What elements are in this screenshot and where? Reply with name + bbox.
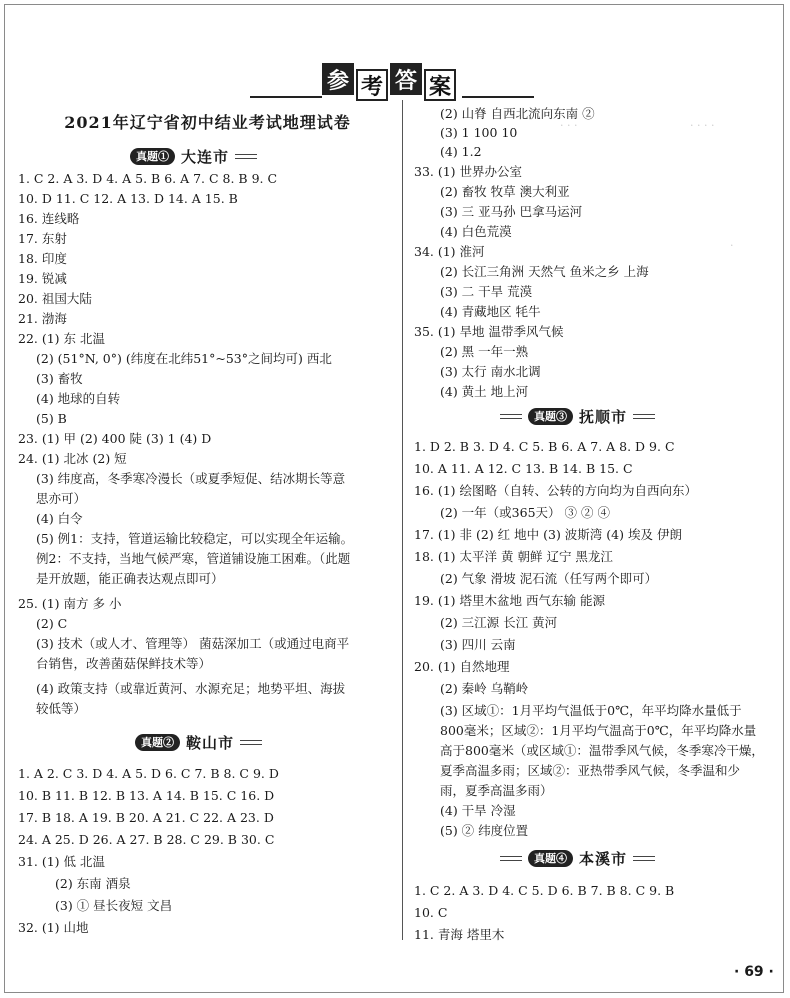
answer-line: (2) 东南 酒泉 bbox=[55, 876, 131, 891]
answer-line: 19. 锐减 bbox=[18, 271, 67, 286]
answer-line: 夏季高温多雨；区域②：亚热带季风气候，冬季温和少 bbox=[440, 763, 741, 778]
answer-line: 24. (1) 北冰 (2) 短 bbox=[18, 451, 127, 466]
answer-line: (5) 例1：支持，管道运输比较稳定，可以实现全年运输。 bbox=[36, 531, 354, 546]
banner-char: 案 bbox=[424, 69, 456, 101]
answer-line: (2) 畜牧 牧草 澳大利亚 bbox=[440, 184, 570, 199]
section-city: 大连市 bbox=[181, 147, 230, 166]
answer-line: 24. A 25. D 26. A 27. B 28. C 29. B 30. C bbox=[18, 832, 275, 847]
answer-line: 例2：不支持，当地气候严寒，管道铺设施工困难。（此题 bbox=[36, 551, 351, 566]
answer-line: 11. 青海 塔里木 bbox=[414, 927, 505, 942]
section-header-benxi bbox=[500, 848, 655, 868]
answer-line: (3) 1 100 10 bbox=[440, 125, 518, 140]
banner-char: 参 bbox=[322, 63, 354, 95]
answer-line: 思亦可） bbox=[36, 491, 87, 506]
answer-line: (2) 气象 滑坡 泥石流（任写两个即可） bbox=[440, 571, 658, 586]
answer-line: 10. D 11. C 12. A 13. D 14. A 15. B bbox=[18, 191, 238, 206]
answer-line: 台销售，改善菌菇保鲜技术等） bbox=[36, 656, 212, 671]
banner-rule-right bbox=[462, 96, 534, 98]
answer-line: (3) 二 干旱 荒漠 bbox=[440, 284, 533, 299]
section-city: 鞍山市 bbox=[186, 733, 235, 752]
answer-line: 1. C 2. A 3. D 4. A 5. B 6. A 7. C 8. B 9. C bbox=[18, 171, 278, 186]
answer-line: (4) 白令 bbox=[36, 511, 83, 526]
column-divider bbox=[402, 100, 403, 940]
answer-line: 1. D 2. B 3. D 4. C 5. B 6. A 7. A 8. D 9. C bbox=[414, 439, 675, 454]
bleed-mark: · · · · bbox=[690, 119, 715, 132]
answer-line: (3) ① 昼长夜短 文昌 bbox=[55, 898, 173, 913]
section-header-dalian bbox=[130, 146, 257, 166]
banner-char: 答 bbox=[390, 63, 422, 95]
answer-line: 是开放题，能正确表达观点即可） bbox=[36, 571, 224, 586]
answer-line: (2) 秦岭 乌鞘岭 bbox=[440, 681, 529, 696]
section-tag: 真题② bbox=[135, 734, 180, 751]
answer-line: 32. (1) 山地 bbox=[18, 920, 89, 935]
answer-line: 17. B 18. A 19. B 20. A 21. C 22. A 23. D bbox=[18, 810, 274, 825]
section-deco bbox=[240, 740, 262, 745]
section-city: 抚顺市 bbox=[579, 407, 628, 426]
answer-line: 1. A 2. C 3. D 4. A 5. D 6. C 7. B 8. C 9. D bbox=[18, 766, 279, 781]
answer-line: 1. C 2. A 3. D 4. C 5. D 6. B 7. B 8. C 9. B bbox=[414, 883, 675, 898]
answer-line: (4) 干旱 冷湿 bbox=[440, 803, 516, 818]
answer-line: (4) 黄土 地上河 bbox=[440, 384, 529, 399]
answer-line: (3) 三 亚马孙 巴拿马运河 bbox=[440, 204, 583, 219]
answer-line: 18. 印度 bbox=[18, 251, 67, 266]
answer-line: 10. B 11. B 12. B 13. A 14. B 15. C 16. D bbox=[18, 788, 275, 803]
answer-line: 34. (1) 淮河 bbox=[414, 244, 485, 259]
answer-line: (2) (51°N, 0°) (纬度在北纬51°~53°之间均可) 西北 bbox=[36, 351, 332, 366]
answer-line: (2) 黑 一年一熟 bbox=[440, 344, 529, 359]
answer-line: (2) 山脊 自西北流向东南 ② bbox=[440, 106, 595, 121]
page-number: · 69 · bbox=[734, 964, 774, 980]
answer-line: (2) 长江三角洲 天然气 鱼米之乡 上海 bbox=[440, 264, 649, 279]
answer-line: (3) 区域①：1月平均气温低于0℃，年平均降水量低于 bbox=[440, 703, 742, 718]
section-header-anshan bbox=[135, 732, 262, 752]
answer-line: (3) 四川 云南 bbox=[440, 637, 516, 652]
answer-line: 17. (1) 非 (2) 红 地中 (3) 波斯湾 (4) 埃及 伊朗 bbox=[414, 527, 682, 542]
section-deco bbox=[235, 154, 257, 159]
answer-line: 雨，夏季高温多雨） bbox=[440, 783, 553, 798]
answer-line: 19. (1) 塔里木盆地 西气东输 能源 bbox=[414, 593, 605, 608]
answer-line: (2) 一年（或365天） ③ ② ④ bbox=[440, 505, 610, 520]
answer-line: (5) B bbox=[36, 411, 67, 426]
answer-line: (3) 技术（或人才、管理等） 菌菇深加工（或通过电商平 bbox=[36, 636, 350, 651]
section-deco bbox=[633, 856, 655, 861]
section-tag: 真题④ bbox=[528, 850, 573, 867]
answer-line: 31. (1) 低 北温 bbox=[18, 854, 106, 869]
answer-line: 16. 连线略 bbox=[18, 211, 80, 226]
answer-line: 20. 祖国大陆 bbox=[18, 291, 92, 306]
section-tag: 真题① bbox=[130, 148, 175, 165]
answer-line: (4) 1.2 bbox=[440, 144, 482, 159]
banner-rule-left bbox=[250, 96, 322, 98]
document-title: 2021年辽宁省初中结业考试地理试卷 bbox=[64, 113, 351, 132]
answer-line: (3) 太行 南水北调 bbox=[440, 364, 541, 379]
answer-line: (3) 畜牧 bbox=[36, 371, 83, 386]
answer-line: 22. (1) 东 北温 bbox=[18, 331, 106, 346]
answer-line: (5) ② 纬度位置 bbox=[440, 823, 529, 838]
answer-line: 35. (1) 旱地 温带季风气候 bbox=[414, 324, 564, 339]
answer-line: 21. 渤海 bbox=[18, 311, 67, 326]
answer-line: 800毫米；区域②：1月平均气温高于0℃，年平均降水量 bbox=[440, 723, 757, 738]
answer-line: 25. (1) 南方 多 小 bbox=[18, 596, 122, 611]
answer-line: 20. (1) 自然地理 bbox=[414, 659, 510, 674]
answer-banner bbox=[322, 62, 456, 102]
answer-line: 17. 东射 bbox=[18, 231, 67, 246]
banner-char: 考 bbox=[356, 69, 388, 101]
section-deco bbox=[500, 856, 522, 861]
bleed-mark: · bbox=[730, 239, 734, 252]
answer-line: (3) 纬度高，冬季寒冷漫长（或夏季短促、结冰期长等意 bbox=[36, 471, 346, 486]
section-city: 本溪市 bbox=[579, 849, 628, 868]
answer-line: 33. (1) 世界办公室 bbox=[414, 164, 523, 179]
answer-line: 23. (1) 甲 (2) 400 陡 (3) 1 (4) D bbox=[18, 431, 212, 446]
section-deco bbox=[500, 414, 522, 419]
bleed-mark: · · · bbox=[560, 119, 578, 132]
section-deco bbox=[633, 414, 655, 419]
answer-line: 高于800毫米（或区域①：温带季风气候，冬季寒冷干燥， bbox=[440, 743, 764, 758]
answer-line: (2) 三江源 长江 黄河 bbox=[440, 615, 558, 630]
answer-line: (4) 地球的自转 bbox=[36, 391, 121, 406]
answer-line: 10. A 11. A 12. C 13. B 14. B 15. C bbox=[414, 461, 633, 476]
answer-line: 18. (1) 太平洋 黄 朝鲜 辽宁 黑龙江 bbox=[414, 549, 613, 564]
answer-line: 10. C bbox=[414, 905, 448, 920]
section-tag: 真题③ bbox=[528, 408, 573, 425]
answer-line: (4) 政策支持（或靠近黄河、水源充足；地势平坦、海拔 bbox=[36, 681, 346, 696]
answer-line: 16. (1) 绘图略（自转、公转的方向均为自西向东） bbox=[414, 483, 698, 498]
answer-line: 较低等） bbox=[36, 701, 87, 716]
section-header-fushun bbox=[500, 406, 655, 426]
answer-line: (2) C bbox=[36, 616, 68, 631]
answer-line: (4) 白色荒漠 bbox=[440, 224, 512, 239]
answer-line: (4) 青藏地区 牦牛 bbox=[440, 304, 541, 319]
